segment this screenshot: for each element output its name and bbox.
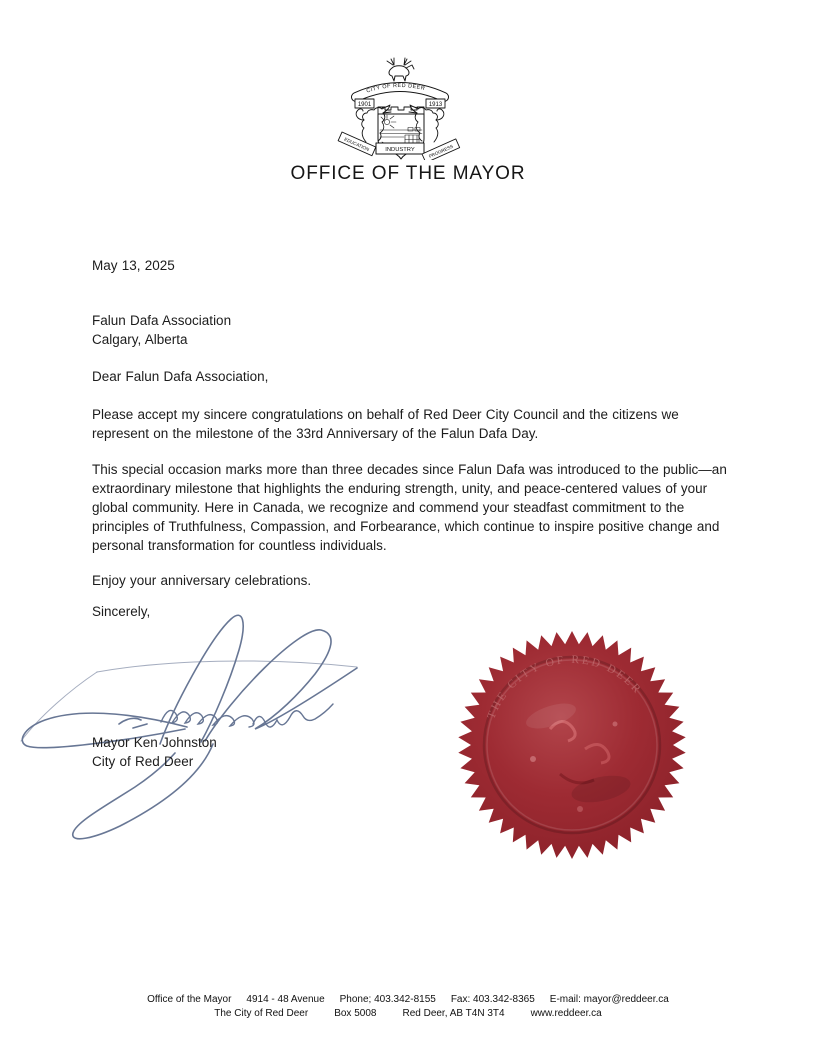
crest-ribbon-progress: PROGRESS bbox=[428, 143, 454, 159]
city-coat-of-arms bbox=[330, 56, 470, 160]
footer-email: E-mail: mayor@reddeer.ca bbox=[549, 994, 669, 1005]
closing-salutation: Sincerely, bbox=[92, 604, 151, 619]
city-embossed-seal bbox=[455, 624, 689, 868]
paragraph-milestone: This special occasion marks more than three decades since Falun Dafa was introduced to the public—an extraordinary milestone that highlights the enduring strength, unity, and peace-centered values of your global community. Here in Canada, we recognize and commend your steadfast commitment to the principles of Truthfulness, Compassion, and Forbearance, which continue to inspire positive change and personal transformation for countless individuals. bbox=[92, 462, 727, 553]
signature-block bbox=[92, 733, 217, 771]
footer-fax: Fax: 403.342-8365 bbox=[450, 994, 535, 1005]
footer-office: Office of the Mayor bbox=[147, 994, 232, 1005]
letter-footer bbox=[0, 993, 816, 1020]
recipient-city: Calgary, Alberta bbox=[92, 332, 188, 347]
crest-year-right: 1913 bbox=[428, 102, 443, 108]
letter-date: May 13, 2025 bbox=[92, 258, 175, 273]
footer-postal: Red Deer, AB T4N 3T4 bbox=[402, 1007, 505, 1019]
crest-deer-icon bbox=[387, 58, 414, 81]
salutation: Dear Falun Dafa Association, bbox=[92, 369, 269, 384]
paragraph-congratulations: Please accept my sincere congratulations on behalf of Red Deer City Council and the citizens we represent on the milestone of the 33rd Anniversary of the Falun Dafa Day. bbox=[92, 407, 679, 441]
recipient-name: Falun Dafa Association bbox=[92, 313, 232, 328]
footer-phone: Phone; 403.342-8155 bbox=[339, 994, 436, 1005]
seal-arc-text: THE CITY OF RED DEER bbox=[485, 653, 645, 721]
mayor-signature-scribble bbox=[15, 598, 375, 853]
crest-ribbon-industry: INDUSTRY bbox=[385, 147, 415, 153]
paragraph-enjoy: Enjoy your anniversary celebrations. bbox=[92, 573, 312, 588]
footer-box: Box 5008 bbox=[334, 1007, 377, 1019]
recipient-address bbox=[92, 311, 231, 349]
crest-year-left: 1901 bbox=[357, 102, 372, 108]
signer-name: Mayor Ken Johnston bbox=[92, 735, 217, 750]
signer-organization: City of Red Deer bbox=[92, 754, 194, 769]
footer-website: www.reddeer.ca bbox=[530, 1007, 602, 1019]
footer-street: 4914 - 48 Avenue bbox=[246, 994, 325, 1005]
office-title: OFFICE OF THE MAYOR bbox=[290, 163, 526, 184]
footer-city: The City of Red Deer bbox=[214, 1007, 309, 1019]
footer-line-2 bbox=[0, 1007, 816, 1021]
crest-banner-text: CITY OF RED DEER bbox=[365, 82, 426, 95]
crest-ribbon-education: EDUCATION bbox=[343, 136, 370, 153]
footer-line-1 bbox=[0, 993, 816, 1007]
